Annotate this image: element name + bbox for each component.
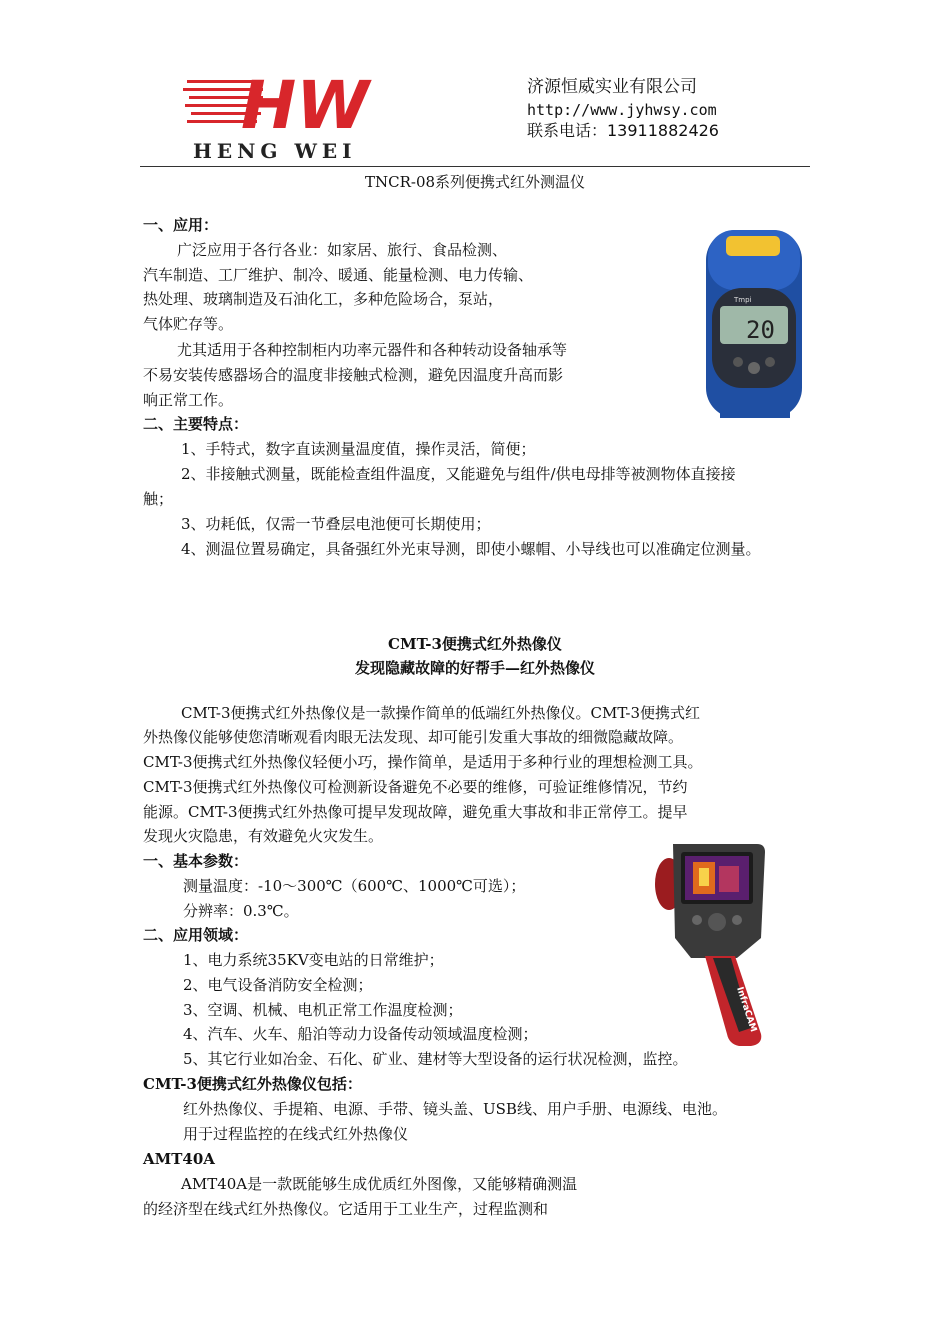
field-line: 1、电力系统35KV变电站的日常维护； bbox=[183, 951, 444, 969]
camera-brand: InfraCAM bbox=[734, 985, 759, 1034]
feature-line: 3、功耗低，仅需一节叠层电池便可长期使用； bbox=[181, 515, 491, 533]
amt-line: 的经济型在线式红外热像仪。它适用于工业生产，过程监测和 bbox=[143, 1200, 549, 1218]
thermometer-brand: Tmpi bbox=[734, 296, 752, 304]
intro-line: 发现火灾隐患，有效避免火灾发生。 bbox=[143, 827, 384, 845]
app-line: 不易安装传感器场合的温度非接触式检测，避免因温度升高而影 bbox=[143, 366, 564, 384]
thermal-camera-image bbox=[653, 838, 777, 1048]
intro-line: CMT-3便携式红外热像仪轻便小巧，操作简单，是适用于多种行业的理想检测工具。 bbox=[143, 753, 703, 771]
section1-title: TNCR-08系列便携式红外测温仪 bbox=[364, 173, 586, 191]
feature-line: 4、测温位置易确定，具备强红外光束导测，即使小螺帽、小导线也可以准确定位测量。 bbox=[181, 540, 761, 558]
app-line: 汽车制造、工厂维护、制冷、暖通、能量检测、电力传输、 bbox=[143, 266, 534, 284]
ir-thermometer-image bbox=[698, 230, 810, 418]
feature-line: 1、手特式，数字直读测量温度值，操作灵活，简便； bbox=[181, 440, 536, 458]
app-line: 广泛应用于各行各业：如家居、旅行、食品检测、 bbox=[177, 241, 508, 259]
fields-heading: 二、应用领域： bbox=[143, 926, 249, 944]
includes-line: 用于过程监控的在线式红外热像仪 bbox=[183, 1125, 409, 1143]
field-line: 5、其它行业如冶金、石化、矿业、建材等大型设备的运行状况检测，监控。 bbox=[183, 1050, 688, 1068]
field-line: 3、空调、机械、电机正常工作温度检测； bbox=[183, 1001, 463, 1019]
logo-sub-text: HENG WEI bbox=[193, 139, 357, 162]
intro-line: CMT-3便携式红外热像仪可检测新设备避免不必要的维修，可验证维修情况，节约 bbox=[143, 778, 688, 796]
company-url[interactable]: http://www.jyhwsy.com bbox=[527, 101, 717, 119]
feature-line: 2、非接触式测量，既能检查组件温度，又能避免与组件/供电母排等被测物体直接接 bbox=[181, 465, 736, 483]
amt-line: AMT40A是一款既能够生成优质红外图像，又能够精确测温 bbox=[181, 1175, 578, 1193]
intro-line: CMT-3便携式红外热像仪是一款操作简单的低端红外热像仪。CMT-3便携式红 bbox=[181, 704, 701, 722]
intro-line: 能源。CMT-3便携式红外热像可提早发现故障，避免重大事故和非正常停工。提早 bbox=[143, 803, 688, 821]
section1-feat-heading: 二、主要特点： bbox=[143, 415, 249, 433]
header-divider bbox=[140, 166, 810, 167]
thermometer-display: 20 bbox=[746, 316, 775, 344]
section2-title: CMT-3便携式红外热像仪 bbox=[388, 635, 562, 653]
param-line: 分辨率：0.3℃。 bbox=[183, 902, 299, 920]
field-line: 2、电气设备消防安全检测； bbox=[183, 976, 373, 994]
app-line: 热处理、玻璃制造及石油化工，多种危险场合，泵站， bbox=[143, 290, 504, 308]
field-line: 4、汽车、火车、船泊等动力设备传动领域温度检测； bbox=[183, 1025, 538, 1043]
section2-subtitle: 发现隐藏故障的好帮手—红外热像仪 bbox=[354, 659, 595, 677]
param-line: 测量温度：-10～300℃（600℃、1000℃可选）； bbox=[183, 877, 526, 895]
params-heading: 一、基本参数： bbox=[143, 852, 249, 870]
company-name: 济源恒威实业有限公司 bbox=[527, 77, 697, 97]
app-line: 响正常工作。 bbox=[143, 391, 234, 409]
company-phone: 联系电话：13911882426 bbox=[527, 121, 719, 140]
app-line: 尤其适用于各种控制柜内功率元器件和各种转动设备轴承等 bbox=[177, 341, 568, 359]
includes-heading: CMT-3便携式红外热像仪包括： bbox=[143, 1075, 362, 1093]
app-line: 气体贮存等。 bbox=[143, 315, 234, 333]
section1-app-heading: 一、应用： bbox=[143, 216, 219, 234]
amt-heading: AMT40A bbox=[143, 1150, 215, 1168]
includes-line: 红外热像仪、手提箱、电源、手带、镜头盖、USB线、用户手册、电源线、电池。 bbox=[183, 1100, 727, 1118]
intro-line: 外热像仪能够使您清晰观看肉眼无法发现、却可能引发重大事故的细微隐藏故障。 bbox=[143, 728, 684, 746]
hengwei-logo bbox=[183, 66, 415, 162]
logo-hw-text: HW bbox=[241, 67, 370, 144]
feature-line: 触； bbox=[143, 490, 174, 508]
